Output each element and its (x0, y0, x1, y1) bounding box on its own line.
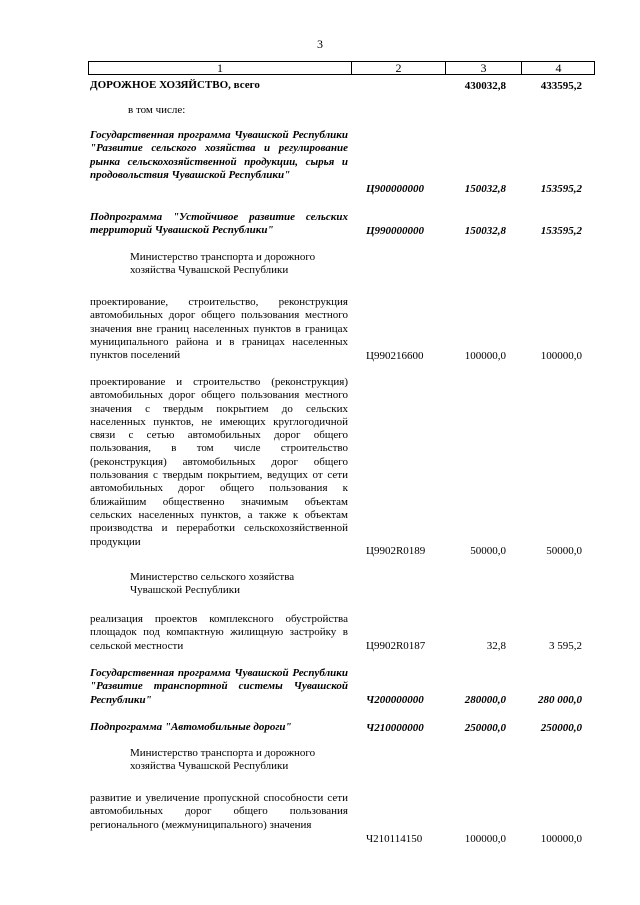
row-text: Государственная программа Чувашской Республики "Развитие транспортной системы Чувашской Республики" (90, 667, 348, 706)
row-value-col3: 32,8 (486, 639, 506, 652)
header-col-1: 1 (89, 62, 352, 74)
table-row (0, 211, 640, 238)
row-text: Подпрограмма "Автомобильные дороги" (90, 721, 292, 733)
row-text: развитие и увеличение пропускной способности сети автомобильных дорог общего пользования регионального (межмуниципального) значения (90, 792, 348, 831)
row-value-col4: 433595,2 (540, 79, 582, 92)
header-col-2: 2 (352, 62, 446, 74)
row-value-col3: 430032,8 (464, 79, 506, 92)
row-code: Ц9902R0189 (366, 544, 426, 557)
row-value-col4: 3 595,2 (549, 639, 582, 652)
row-value-col4: 250000,0 (540, 721, 582, 734)
row-value-col3: 100000,0 (464, 832, 506, 845)
row-value-col3: 250000,0 (464, 721, 506, 734)
row-value-col3: 100000,0 (464, 349, 506, 362)
row-text: Министерство транспорта и дорожного хозяйства Чувашской Республики (130, 251, 316, 277)
table-row (0, 571, 640, 598)
row-text: Подпрограмма "Устойчивое развитие сельских территорий Чувашской Республики" (90, 211, 348, 237)
row-code: Ц990216600 (366, 349, 424, 362)
row-text: Государственная программа Чувашской Республики "Развитие сельского хозяйства и регулирование рынка сельскохозяйственной продукции, сырья и продовольствия Чувашской Республики" (90, 129, 348, 181)
row-value-col4: 100000,0 (540, 349, 582, 362)
row-text: Министерство сельского хозяйства Чувашской Республики (130, 571, 295, 597)
row-value-col4: 153595,2 (540, 182, 582, 195)
row-code: Ц9902R0187 (366, 639, 426, 652)
row-value-col4: 100000,0 (540, 832, 582, 845)
row-value-col3: 150032,8 (464, 182, 506, 195)
row-code: Ц900000000 (366, 182, 425, 195)
row-value-col4: 153595,2 (540, 224, 582, 237)
table-row (0, 792, 640, 846)
row-value-col3: 50000,0 (470, 544, 506, 557)
row-code: Ч210000000 (366, 721, 424, 734)
table-header (88, 61, 595, 75)
row-code: Ч200000000 (366, 693, 424, 706)
header-col-4: 4 (555, 61, 562, 75)
row-text: проектирование и строительство (реконструкция) автомобильных дорог общего пользования местного значения с твердым покрытием до сельских населенных пунктов, не имеющих круглогодичной связи с сетью автомобильных дорог общего пользования, в том числе строительство (реконструкция) автомобильных дорог общего пользования с твердым покрытием, ведущих от сети автомобильных дорог общего пользования к ближайшим общественно значимым объектам сельских населенных пунктов, а также к объектам производства и переработки сельскохозяйственной продукции (90, 376, 348, 548)
header-col-3: 3 (446, 62, 522, 74)
table-row (0, 296, 640, 363)
table-row (0, 721, 640, 735)
page-number: 3 (317, 37, 323, 51)
row-value-col4: 280 000,0 (538, 693, 582, 706)
table-row (0, 251, 640, 278)
row-value-col3: 280000,0 (464, 693, 506, 706)
table-row (0, 667, 640, 707)
row-text: Министерство транспорта и дорожного хозяйства Чувашской Республики (130, 747, 316, 773)
table-row (0, 613, 640, 653)
row-text: проектирование, строительство, реконструкция автомобильных дорог общего пользования местного значения вне границ населенных пунктов в границах муниципального района и в границах населенных пунктов поселений (90, 296, 348, 362)
row-value-col3: 150032,8 (464, 224, 506, 237)
row-text: реализация проектов комплексного обустройства площадок под компактную жилищную застройку в сельской местности (90, 613, 348, 652)
table-row (0, 376, 640, 558)
table-row (0, 104, 640, 118)
row-text: ДОРОЖНОЕ ХОЗЯЙСТВО, всего (90, 79, 260, 91)
row-value-col4: 50000,0 (546, 544, 582, 557)
row-code: Ц990000000 (366, 224, 425, 237)
row-text: в том числе: (128, 104, 186, 116)
table-row (0, 747, 640, 774)
table-row (0, 79, 640, 93)
row-code: Ч210114150 (366, 832, 423, 845)
table-row (0, 129, 640, 196)
